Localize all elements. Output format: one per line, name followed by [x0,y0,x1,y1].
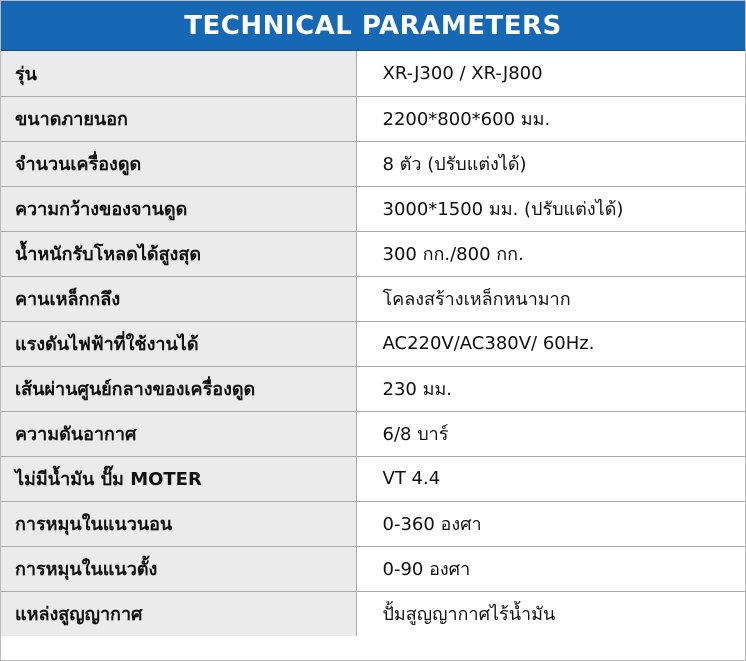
row-value: AC220V/AC380V/ 60Hz. [356,321,745,366]
row-value: โคลงสร้างเหล็กหนามาก [356,276,745,321]
row-label: น้ำหนักรับโหลดได้สูงสุด [1,231,356,276]
row-label: ขนาดภายนอก [1,96,356,141]
row-label: การหมุนในแนวตั้ง [1,546,356,591]
table-row [1,456,745,501]
table-row [1,186,745,231]
table-row [1,51,745,96]
spec-table [1,51,745,636]
row-value: 300 กก./800 กก. [356,231,745,276]
row-label: แรงดันไฟฟ้าที่ใช้งานได้ [1,321,356,366]
table-row [1,276,745,321]
row-label: ไม่มีน้ำมัน ปั๊ม MOTER [1,456,356,501]
row-label: ความกว้างของจานดูด [1,186,356,231]
table-row [1,546,745,591]
row-label: จำนวนเครื่องดูด [1,141,356,186]
row-value: XR-J300 / XR-J800 [356,51,745,96]
row-label: การหมุนในแนวนอน [1,501,356,546]
table-row [1,411,745,456]
row-value: 2200*800*600 มม. [356,96,745,141]
row-label: แหล่งสูญญากาศ [1,591,356,636]
table-row [1,501,745,546]
table-row [1,321,745,366]
row-value: 0-90 องศา [356,546,745,591]
row-label: รุ่น [1,51,356,96]
row-value: 8 ตัว (ปรับแต่งได้) [356,141,745,186]
row-label: เส้นผ่านศูนย์กลางของเครื่องดูด [1,366,356,411]
row-label: คานเหล็กกลึง [1,276,356,321]
table-row [1,591,745,636]
table-row [1,366,745,411]
row-value: ปั้มสูญญากาศไร้น้ำมัน [356,591,745,636]
row-value: 3000*1500 มม. (ปรับแต่งได้) [356,186,745,231]
row-label: ความดันอากาศ [1,411,356,456]
row-value: VT 4.4 [356,456,745,501]
table-title: TECHNICAL PARAMETERS [1,1,745,51]
table-row [1,96,745,141]
table-row [1,141,745,186]
row-value: 0-360 องศา [356,501,745,546]
row-value: 6/8 บาร์ [356,411,745,456]
row-value: 230 มม. [356,366,745,411]
table-row [1,231,745,276]
